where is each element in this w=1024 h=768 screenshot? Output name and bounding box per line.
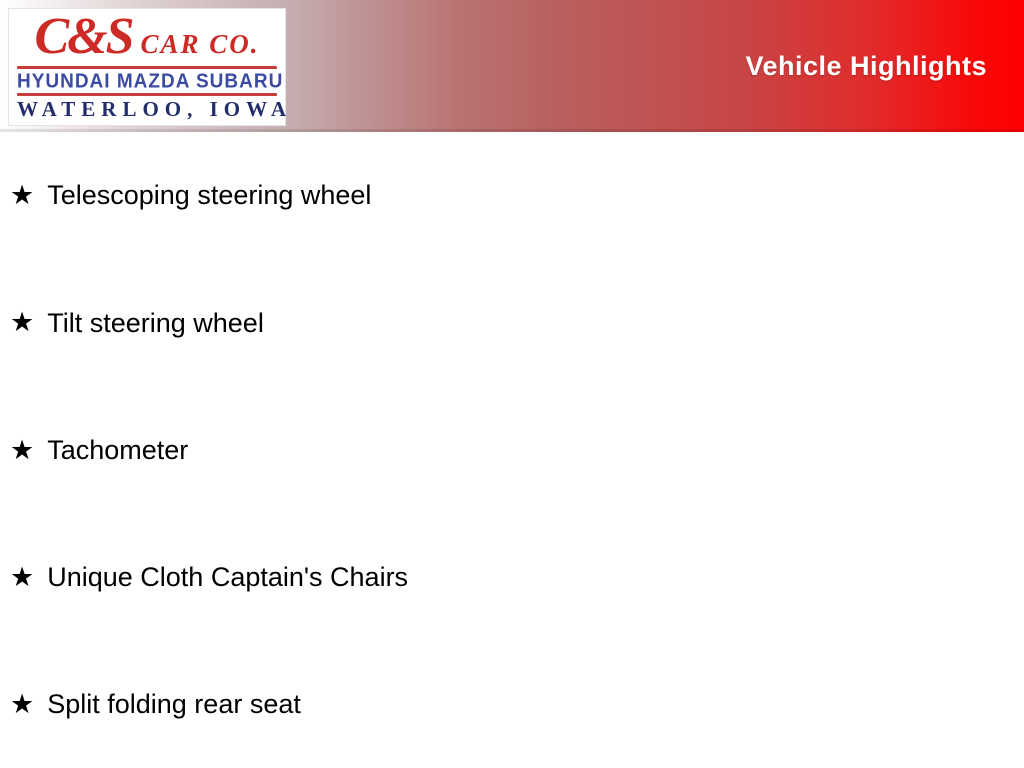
- list-item: [0, 132, 1024, 259]
- list-item-label: Unique Cloth Captain's Chairs: [47, 562, 409, 593]
- page-title: Vehicle Highlights: [745, 50, 987, 81]
- dealer-name-initials: C&S: [34, 8, 133, 65]
- highlights-list: [0, 132, 1024, 768]
- list-item-label: Telescoping steering wheel: [47, 180, 372, 211]
- star-bullet-icon: ★: [10, 307, 35, 338]
- star-bullet-icon: ★: [10, 561, 35, 592]
- list-item-label: Tilt steering wheel: [47, 307, 264, 338]
- logo-divider-top: [17, 66, 277, 69]
- dealer-location: WATERLOO, IOWA: [17, 97, 292, 121]
- dealer-logo: [8, 8, 292, 126]
- dealer-name: [17, 8, 277, 65]
- dealer-brands: HYUNDAI MAZDA SUBARU: [17, 69, 284, 93]
- star-bullet-icon: ★: [10, 180, 35, 211]
- star-bullet-icon: ★: [10, 434, 35, 465]
- star-bullet-icon: ★: [10, 688, 35, 719]
- list-item: [0, 259, 1024, 386]
- list-item-label: Tachometer: [47, 434, 189, 465]
- logo-divider-bottom: [17, 93, 277, 96]
- list-item-label: Split folding rear seat: [47, 689, 301, 720]
- list-item: [0, 514, 1024, 641]
- list-item: [0, 641, 1024, 768]
- dealer-name-suffix: CAR CO.: [140, 29, 260, 59]
- list-item: [0, 386, 1024, 513]
- header-band: [0, 0, 1024, 132]
